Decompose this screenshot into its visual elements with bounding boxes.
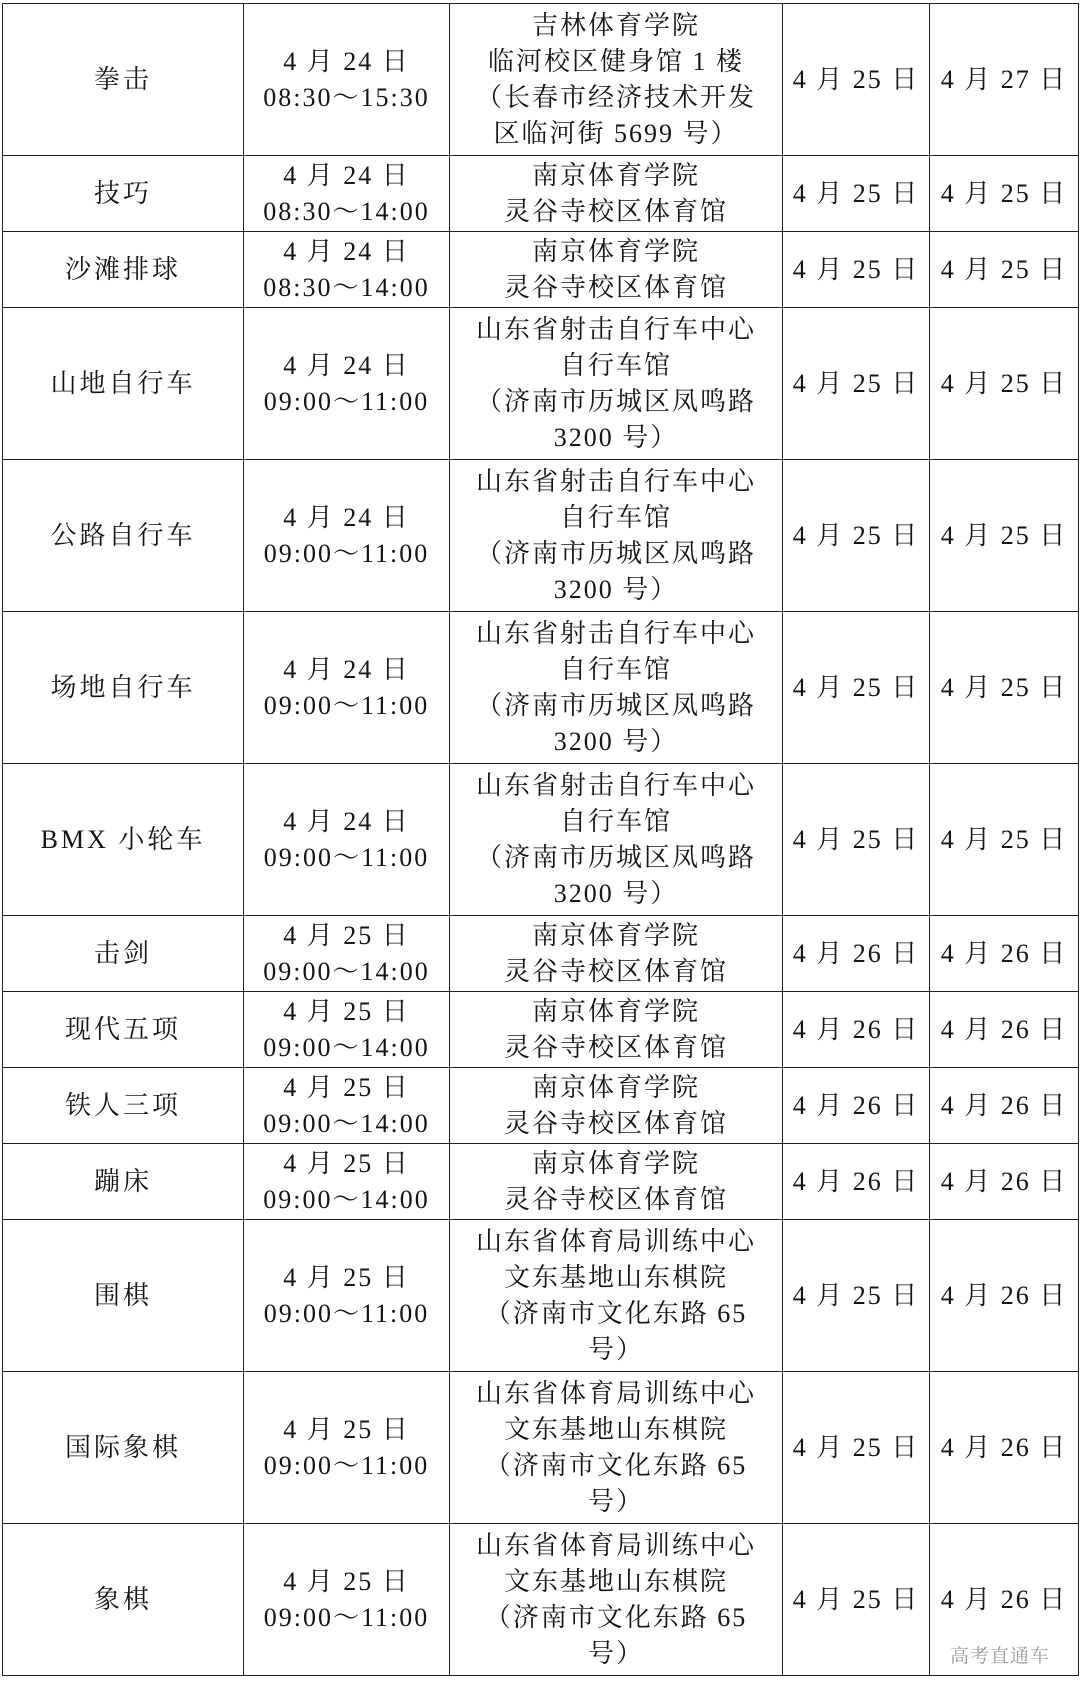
venue-cell (450, 764, 783, 916)
venue-cell (450, 612, 783, 764)
event-cell (3, 156, 244, 232)
time-cell (244, 232, 450, 308)
date-text: 4 月 26 日 (940, 1014, 1068, 1044)
event-cell (3, 1220, 244, 1372)
date-cell-2 (930, 992, 1079, 1068)
venue-cell (450, 4, 783, 156)
venue-line: 山东省射击自行车中心 (475, 466, 756, 496)
time-range: 09:00～11:00 (263, 1298, 430, 1328)
time-cell (244, 156, 450, 232)
venue-line: （长春市经济技术开发 (475, 82, 756, 112)
venue-line: 3200 号） (553, 574, 679, 604)
venue-line: 自行车馆 (559, 502, 672, 532)
time-cell (244, 992, 450, 1068)
venue-cell (450, 1068, 783, 1144)
date-cell-2 (930, 1068, 1079, 1144)
table-row (3, 612, 1079, 764)
date-text: 4 月 26 日 (940, 1090, 1068, 1120)
date-text: 4 月 26 日 (940, 1584, 1068, 1614)
venue-line: 吉林体育学院 (531, 10, 700, 40)
date-cell-1 (783, 232, 930, 308)
venue-line: （济南市文化东路 65 (484, 1298, 748, 1328)
date-text: 4 月 25 日 (940, 520, 1068, 550)
venue-line: 号） (587, 1334, 644, 1364)
venue-line: 灵谷寺校区体育馆 (503, 1184, 728, 1214)
time-cell (244, 764, 450, 916)
date-text: 4 月 25 日 (792, 1432, 920, 1462)
event-name: 国际象棋 (64, 1432, 181, 1462)
date-text: 4 月 26 日 (940, 938, 1068, 968)
event-name: 蹦床 (93, 1166, 152, 1196)
date-text: 4 月 25 日 (792, 672, 920, 702)
date-text: 4 月 25 日 (940, 672, 1068, 702)
time-cell (244, 1524, 450, 1676)
time-range: 09:00～11:00 (263, 538, 430, 568)
table-row (3, 232, 1079, 308)
venue-line: 灵谷寺校区体育馆 (503, 272, 728, 302)
venue-line: （济南市历城区凤鸣路 (475, 538, 756, 568)
date-cell-2 (930, 156, 1079, 232)
time-date: 4 月 24 日 (283, 654, 410, 684)
event-cell (3, 916, 244, 992)
date-cell-1 (783, 4, 930, 156)
time-date: 4 月 25 日 (283, 1262, 410, 1292)
event-cell (3, 232, 244, 308)
table-row (3, 156, 1079, 232)
time-date: 4 月 25 日 (283, 996, 410, 1026)
date-text: 4 月 25 日 (940, 178, 1068, 208)
time-range: 08:30～15:30 (263, 82, 430, 112)
event-cell (3, 1524, 244, 1676)
venue-line: 南京体育学院 (531, 1148, 700, 1178)
venue-line: 山东省体育局训练中心 (475, 1226, 756, 1256)
time-range: 09:00～14:00 (263, 956, 430, 986)
table-row (3, 460, 1079, 612)
venue-line: 号） (587, 1486, 644, 1516)
date-cell-1 (783, 460, 930, 612)
date-cell-1 (783, 612, 930, 764)
time-cell (244, 612, 450, 764)
venue-line: 南京体育学院 (531, 236, 700, 266)
venue-line: 灵谷寺校区体育馆 (503, 1108, 728, 1138)
venue-line: 南京体育学院 (531, 920, 700, 950)
date-cell-2 (930, 4, 1079, 156)
date-text: 4 月 25 日 (940, 824, 1068, 854)
venue-line: （济南市历城区凤鸣路 (475, 690, 756, 720)
date-cell-2 (930, 916, 1079, 992)
venue-line: 山东省射击自行车中心 (475, 618, 756, 648)
event-name: 拳击 (93, 64, 152, 94)
time-cell (244, 460, 450, 612)
venue-cell (450, 1220, 783, 1372)
event-name: 公路自行车 (50, 520, 196, 550)
event-cell (3, 1068, 244, 1144)
date-text: 4 月 25 日 (940, 254, 1068, 284)
date-cell-1 (783, 156, 930, 232)
date-cell-1 (783, 764, 930, 916)
table-row (3, 764, 1079, 916)
time-date: 4 月 24 日 (283, 502, 410, 532)
event-cell (3, 308, 244, 460)
time-cell (244, 1068, 450, 1144)
time-cell (244, 1220, 450, 1372)
watermark: 高考直通车 (948, 1641, 1052, 1668)
venue-line: （济南市文化东路 65 (484, 1450, 748, 1480)
venue-line: 南京体育学院 (531, 1072, 700, 1102)
date-cell-1 (783, 1068, 930, 1144)
time-cell (244, 4, 450, 156)
date-text: 4 月 25 日 (792, 368, 920, 398)
venue-cell (450, 1144, 783, 1220)
venue-line: 灵谷寺校区体育馆 (503, 1032, 728, 1062)
venue-line: 山东省射击自行车中心 (475, 770, 756, 800)
table-row (3, 308, 1079, 460)
date-text: 4 月 25 日 (792, 1584, 920, 1614)
event-name: 技巧 (93, 178, 152, 208)
venue-line: 自行车馆 (559, 654, 672, 684)
event-cell (3, 1372, 244, 1524)
date-cell-2 (930, 764, 1079, 916)
venue-cell (450, 992, 783, 1068)
table-row (3, 1524, 1079, 1676)
event-name: 山地自行车 (50, 368, 196, 398)
time-date: 4 月 25 日 (283, 1566, 410, 1596)
event-cell (3, 612, 244, 764)
time-range: 09:00～11:00 (263, 1450, 430, 1480)
time-range: 09:00～11:00 (263, 842, 430, 872)
table-body (3, 4, 1079, 1676)
date-text: 4 月 25 日 (940, 368, 1068, 398)
event-cell (3, 1144, 244, 1220)
event-name: 铁人三项 (64, 1090, 181, 1120)
venue-line: 文东基地山东棋院 (503, 1414, 728, 1444)
date-text: 4 月 25 日 (792, 178, 920, 208)
venue-line: 号） (587, 1638, 644, 1668)
event-name: 场地自行车 (50, 672, 196, 702)
date-text: 4 月 26 日 (940, 1280, 1068, 1310)
venue-line: 文东基地山东棋院 (503, 1262, 728, 1292)
time-range: 08:30～14:00 (263, 272, 430, 302)
date-cell-2 (930, 308, 1079, 460)
time-range: 09:00～14:00 (263, 1108, 430, 1138)
table-row (3, 916, 1079, 992)
date-text: 4 月 25 日 (792, 254, 920, 284)
venue-line: 文东基地山东棋院 (503, 1566, 728, 1596)
time-cell (244, 1144, 450, 1220)
time-date: 4 月 25 日 (283, 1148, 410, 1178)
venue-cell (450, 1524, 783, 1676)
date-text: 4 月 26 日 (792, 1014, 920, 1044)
venue-line: （济南市历城区凤鸣路 (475, 842, 756, 872)
date-text: 4 月 26 日 (792, 1090, 920, 1120)
time-date: 4 月 24 日 (283, 806, 410, 836)
table-row (3, 1372, 1079, 1524)
date-cell-2 (930, 460, 1079, 612)
event-name: 现代五项 (64, 1014, 181, 1044)
venue-line: （济南市文化东路 65 (484, 1602, 748, 1632)
venue-line: 南京体育学院 (531, 996, 700, 1026)
venue-line: 山东省体育局训练中心 (475, 1530, 756, 1560)
venue-line: 3200 号） (553, 726, 679, 756)
venue-line: 临河校区健身馆 1 楼 (487, 46, 744, 76)
venue-cell (450, 232, 783, 308)
date-cell-2 (930, 1372, 1079, 1524)
date-text: 4 月 26 日 (940, 1432, 1068, 1462)
date-cell-1 (783, 1220, 930, 1372)
venue-cell (450, 156, 783, 232)
time-cell (244, 916, 450, 992)
date-cell-1 (783, 916, 930, 992)
venue-line: 3200 号） (553, 422, 679, 452)
date-cell-1 (783, 992, 930, 1068)
event-cell (3, 764, 244, 916)
venue-line: 灵谷寺校区体育馆 (503, 956, 728, 986)
event-name: 沙滩排球 (64, 254, 181, 284)
time-date: 4 月 24 日 (283, 350, 410, 380)
date-text: 4 月 26 日 (792, 1166, 920, 1196)
time-date: 4 月 25 日 (283, 1414, 410, 1444)
event-name: BMX 小轮车 (40, 824, 206, 854)
venue-line: 南京体育学院 (531, 160, 700, 190)
time-range: 09:00～11:00 (263, 690, 430, 720)
date-text: 4 月 27 日 (940, 64, 1068, 94)
date-text: 4 月 25 日 (792, 1280, 920, 1310)
time-range: 09:00～11:00 (263, 1602, 430, 1632)
date-text: 4 月 25 日 (792, 824, 920, 854)
venue-cell (450, 308, 783, 460)
date-cell-2 (930, 232, 1079, 308)
time-range: 08:30～14:00 (263, 196, 430, 226)
date-text: 4 月 26 日 (792, 938, 920, 968)
schedule-table (2, 3, 1079, 1676)
table-row (3, 4, 1079, 156)
venue-line: 自行车馆 (559, 806, 672, 836)
table-row (3, 992, 1079, 1068)
venue-cell (450, 460, 783, 612)
event-name: 击剑 (93, 938, 152, 968)
time-date: 4 月 24 日 (283, 46, 410, 76)
table-row (3, 1220, 1079, 1372)
date-cell-1 (783, 308, 930, 460)
venue-line: 山东省体育局训练中心 (475, 1378, 756, 1408)
event-name: 围棋 (93, 1280, 152, 1310)
event-cell (3, 992, 244, 1068)
event-cell (3, 4, 244, 156)
table-row (3, 1068, 1079, 1144)
date-text: 4 月 26 日 (940, 1166, 1068, 1196)
time-range: 09:00～11:00 (263, 386, 430, 416)
date-cell-1 (783, 1144, 930, 1220)
venue-line: 区临河街 5699 号） (493, 118, 739, 148)
table-row (3, 1144, 1079, 1220)
time-date: 4 月 24 日 (283, 236, 410, 266)
date-cell-2 (930, 1144, 1079, 1220)
venue-line: （济南市历城区凤鸣路 (475, 386, 756, 416)
venue-cell (450, 916, 783, 992)
time-date: 4 月 25 日 (283, 920, 410, 950)
date-text: 4 月 25 日 (792, 520, 920, 550)
event-name: 象棋 (93, 1584, 152, 1614)
venue-line: 3200 号） (553, 878, 679, 908)
date-cell-1 (783, 1524, 930, 1676)
venue-line: 自行车馆 (559, 350, 672, 380)
date-cell-2 (930, 612, 1079, 764)
time-range: 09:00～14:00 (263, 1032, 430, 1062)
date-text: 4 月 25 日 (792, 64, 920, 94)
time-range: 09:00～14:00 (263, 1184, 430, 1214)
time-cell (244, 308, 450, 460)
venue-cell (450, 1372, 783, 1524)
date-cell-1 (783, 1372, 930, 1524)
time-cell (244, 1372, 450, 1524)
venue-line: 山东省射击自行车中心 (475, 314, 756, 344)
time-date: 4 月 24 日 (283, 160, 410, 190)
date-cell-2 (930, 1220, 1079, 1372)
time-date: 4 月 25 日 (283, 1072, 410, 1102)
venue-line: 灵谷寺校区体育馆 (503, 196, 728, 226)
event-cell (3, 460, 244, 612)
